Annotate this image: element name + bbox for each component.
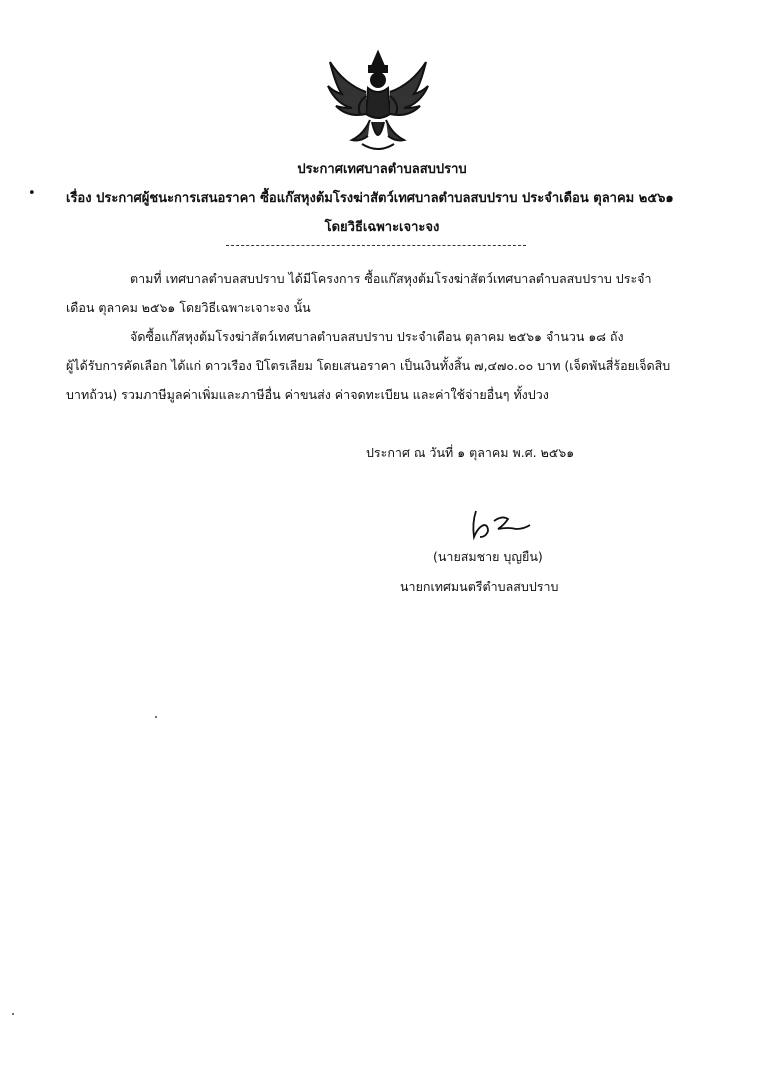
- para2-line1: จัดซื้อแก๊สหุงต้มโรงฆ่าสัตว์เทศบาลตำบลสบปราบ ประจำเดือน ตุลาคม ๒๕๖๑ จำนวน ๑๘ ถัง: [130, 329, 624, 344]
- para1-line1: ตามที่ เทศบาลตำบลสบปราบ ได้มีโครงการ ซื้อแก๊สหุงต้มโรงฆ่าสัตว์เทศบาลตำบลสบปราบ ประจำ: [130, 271, 652, 286]
- bullet-mark: •: [28, 186, 36, 201]
- document-title: ประกาศเทศบาลตำบลสบปราบ: [297, 162, 467, 177]
- divider: [226, 245, 526, 246]
- para2-line3: บาทถ้วน) รวมภาษีมูลค่าเพิ่มและภาษีอื่น ค่าขนส่ง ค่าจดทะเบียน และค่าใช้จ่ายอื่นๆ ทั้งปวง: [66, 387, 549, 402]
- signature-icon: [458, 507, 538, 545]
- announce-date: ประกาศ ณ วันที่ ๑ ตุลาคม พ.ศ. ๒๕๖๑: [366, 445, 575, 460]
- signer-name: (นายสมชาย บุญยืน): [433, 549, 543, 564]
- scan-speck: [155, 716, 157, 718]
- subject-line-2: โดยวิธีเฉพาะเจาะจง: [324, 220, 440, 235]
- garuda-emblem-icon: [322, 44, 434, 156]
- para1-line2: เดือน ตุลาคม ๒๕๖๑ โดยวิธีเฉพาะเจาะจง นั้น: [66, 300, 311, 315]
- scan-speck: [12, 1013, 14, 1015]
- subject-line: เรื่อง ประกาศผู้ชนะการเสนอราคา ซื้อแก๊สหุงต้มโรงฆ่าสัตว์เทศบาลตำบลสบปราบ ประจำเดือน ตุลาคม ๒๕๖๑: [66, 191, 674, 206]
- para2-line2: ผู้ได้รับการคัดเลือก ได้แก่ ดาวเรือง ปิโตรเลียม โดยเสนอราคา เป็นเงินทั้งสิ้น ๗,๔๗๐.๐๐ บาท (เจ็ดพันสี่ร้อยเจ็ดสิบ: [66, 358, 671, 373]
- signer-title: นายกเทศมนตรีตำบลสบปราบ: [400, 579, 559, 594]
